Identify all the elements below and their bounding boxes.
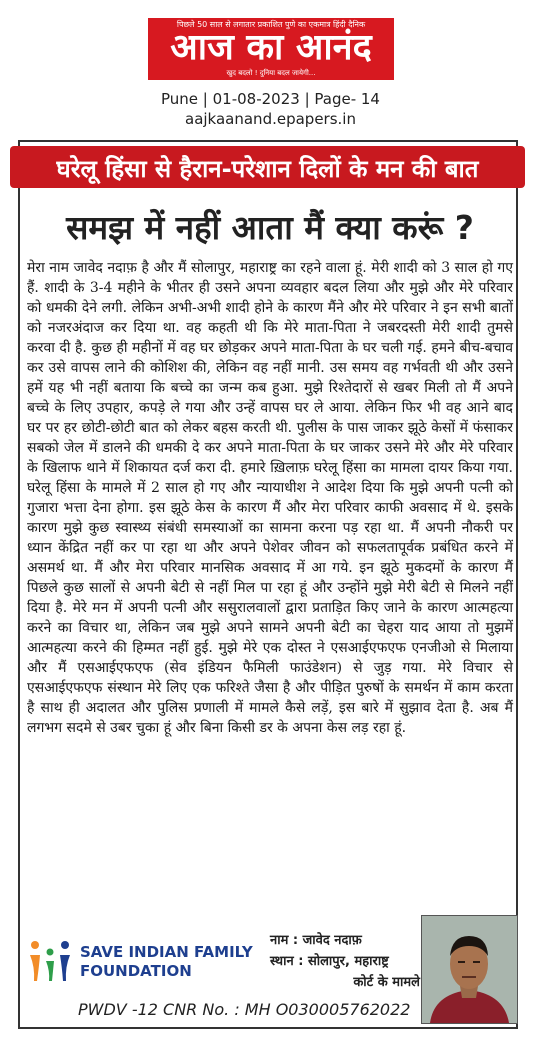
place-label: स्थान : [270, 954, 304, 969]
organization-line-2: FOUNDATION [80, 962, 192, 980]
author-place-row [270, 951, 420, 972]
person-portrait-icon [422, 916, 517, 1023]
author-photo [421, 915, 518, 1024]
organization-name [80, 943, 253, 981]
banner-title: घरेलू हिंसा से हैरान-परेशान दिलों के मन की बात [56, 155, 479, 183]
masthead-slogan: खुद बदलो ! दुनिया बदल जायेगी... [226, 69, 316, 77]
article-body: मेरा नाम जावेद नदाफ़ है और मैं सोलापुर, महाराष्ट्र का रहने वाला हूं. मेरी शादी को 3 साल हो गए हैं. शादी के 3-4 महीने के भीतर ही उसने अपना व्यवहार बदल लिया और मुझे और मेरे परिवार को धमकी देने लगी. लेकिन अभी-अभी शादी होने के कारण मैंने और मेरे परिवार ने इन सभी बातों को नजरअंदाज कर दिया था. वह कहती थी कि मेरे माता-पिता ने जबरदस्ती मेरी शादी तुमसे करवा दी है. कुछ ही महीनों में वह घर छोड़कर अपने माता-पिता के घर चली गई. हमने बीच-बचाव कर उसे वापस लाने की कोशिश की, लेकिन वह नहीं मानी. उस समय वह गर्भवती थी और उसने हमें यह भी नहीं बताया कि बच्चे का जन्म कब हुआ. मुझे रिश्तेदारों से खबर मिली तो मैं अपने बच्चे के लिए उपहार, कपड़े ले गया और उन्हें वापस घर ले आया. लेकिन फिर भी वह आने बाद घर पर हर छोटी-छोटी बात को लेकर बहस करती थी. पुलीस के पास जाकर झूठे केसों में फंसाकर सबको जेल में डालने की धमकी दे कर अपने माता-पिता के घर जाकर उसने मेरे और मेरे परिवार के खिलाफ थाने में शिकायत दर्ज करा दी. हमारे ख़िलाफ़ घरेलू हिंसा का मामला दायर किया गया. घरेलू हिंसा के मामले में 2 साल हो गए और न्यायाधीश ने आदेश दिया कि मुझे अपनी पत्नी को गुजारा भत्ता देना होगा. इस झूठे केस के कारण मैं और मेरा परिवार काफी अवसाद में थे. इसके कारण मुझे कुछ स्वास्थ्य संबंधी समस्याओं का सामना करना पड़ रहा था. मैं अपनी नौकरी पर ध्यान केंद्रित नहीं कर पा रहा था और अपने पेशेवर जीवन को सफलतापूर्वक प्रबंधित करने में असमर्थ था. मैं और मेरा परिवार मानसिक अवसाद में आ गये. इन झूठे मुकदमों के कारण मैं पिछले कुछ सालों से अपनी बेटी से नहीं मिल पा रहा हूं और उन्होंने मुझे मेरी बेटी से मिलने नहीं दिया है. मेरे मन में अपनी पत्नी और ससुरालवालों द्वारा प्रताड़ित किए जाने के कारण आत्महत्या करने का विचार था, लेकिन जब मुझे अपने सामने अपनी बेटी का चेहरा याद आया तो मुझमें आत्महत्या करने की हिम्मत नहीं हुई. मुझे मेरे एक दोस्त ने एसआईएफएफ एनजीओ से मिलाया और मैं एसआईएफएफ (सेव इंडियन फैमिली फाउंडेशन) से जुड़ गया. मेरे विचार से एसआईएफएफ संस्थान मेरे लिए एक फरिश्ते जैसा है और पीड़ित पुरुषों के समर्थन में काम करता है साथ ही अदालत और पुलिस प्रणाली में मामले कैसे लड़ें, इस बारे में सुझाव देता है. अब मैं लगभग सदमे से उबर चुका हूं और बिना किसी डर के अपना केस लड़ रहा हूं. [27, 260, 513, 736]
name-label: नाम : [270, 933, 299, 948]
organization-line-1: SAVE INDIAN FAMILY [80, 943, 253, 961]
edition-line: Pune | 01-08-2023 | Page- 14 [161, 90, 380, 108]
masthead-tagline: पिछले 50 साल से लगातार प्रकाशित पुणे का एकमात्र हिंदी दैनिक [176, 20, 366, 29]
section-label: कोर्ट के मामले [353, 975, 420, 990]
newspaper-masthead [148, 18, 394, 80]
article-headline: समझ में नहीं आता मैं क्या करूं ? [66, 208, 474, 247]
case-number: PWDV -12 CNR No. : MH O030005762022 [78, 1000, 411, 1019]
newspaper-name: आज का आनंद [170, 27, 372, 68]
family-logo-icon [26, 935, 74, 983]
website-url: aajkaanand.epapers.in [185, 110, 356, 128]
article-banner [10, 146, 525, 188]
author-name-row [270, 930, 420, 951]
name-value: जावेद नदाफ़ [302, 933, 362, 948]
place-value: सोलापुर, महाराष्ट्र [307, 954, 389, 969]
author-meta [270, 930, 420, 993]
